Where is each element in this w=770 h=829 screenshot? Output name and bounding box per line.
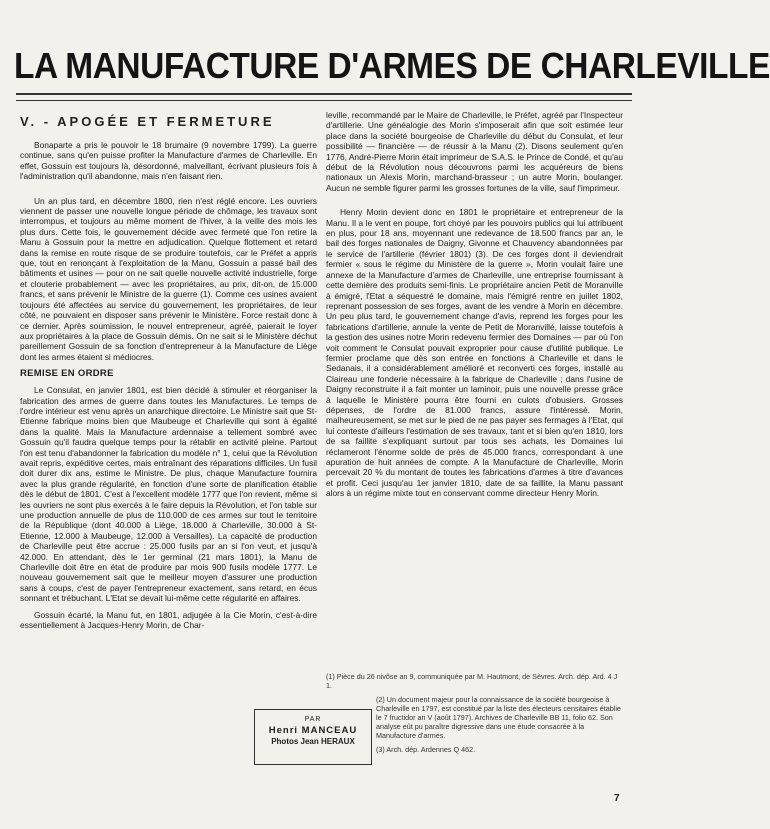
subheading: REMISE EN ORDRE [20,368,114,380]
credit-author: Henri MANCEAU [268,725,358,736]
footnote: (2) Un document majeur pour la connaissance de la société bourgeoise à Charleville en 1797, est constitué par la liste des électeurs censitaires établie le 7 fructidor an V (août 1797). Archives de Charleville BB 11, folio 62. Son analyse eût pu paraître digressive dans une étude consacrée à la Manufacture d'armes. [376,695,621,740]
paragraph: Un an plus tard, en décembre 1800, rien n'est réglé encore. Les ouvriers viennent de passer une nouvelle longue période de chômage, les travaux sont interrompus, et toujours au même moment de l'hiver, à la veille des mois les plus durs. Cette fois, le gouvernement décide avec fermeté que l'on retire la Manu à Gossuin pour la mettre en adjudication. Quelque flottement et retard dans la remise en route risque de se produire toutefois, car le Préfet a appris que, tout en renonçant à l'exploitation de la Manu, Gossuin a passé bail des bâtiments et usines — pour on ne sait quelle nouvelle activité industrielle, forge et clouterie probablement — avec les propriétaires, au prix, dit-on, de 15.000 francs, et sans prévenir le Ministre de la guerre (1). Comme ces usines avaient toujours été affectées au service du gouvernement, les propriétaires, de leur côté, ne pouvaient en disposer sans prévenir le Ministère. Force restait donc à ce dernier. Après soumission, le nouvel entrepreneur, agréé, paierait le loyer aux propriétaires à la place de Gossuin démis. On ne sait si le Ministère déchut pareillement Gossuin de sa fonction d'entrepreneur à la Manufacture de Liège dont les armes étaient si médiocres. [20,195,317,362]
paragraph: leville, recommandé par le Maire de Charleville, le Préfet, agréé par l'Inspecteur d'artillerie. Une généalogie des Morin s'imposerait afin que soit estimée leur place dans la société bourgeoise de Charleville du début du Consulat, et leur possibilité — financière — de réussir à la Manu (2). Disons seulement qu'en 1776, André-Pierre Morin était imprimeur de S.A.S. le Prince de Condé, et qu'au début de la Révolution nous découvrons parmi les acquéreurs de biens nationaux un Alexis Morin, marchand-brasseur ; un autre Morin, boulanger. Aucun ne semble figurer parmi les grosses fortunes de la ville, sauf l'imprimeur. [326,110,623,193]
paragraph: Gossuin écarté, la Manu fut, en 1801, adjugée à la Cie Morin, c'est-à-dire essentiellement à Jacques-Henry Morin, de Char- [20,609,317,631]
credit-photos: Photos Jean HERAUX [271,737,355,746]
credit-par: PAR [304,716,322,723]
spacer [326,199,623,207]
footnotes [326,672,623,759]
paragraph: Bonaparte a pris le pouvoir le 18 brumaire (9 novembre 1799). La guerre continue, sans qu'en puisse profiter la Manufacture d'armes de Charleville. En effet, Gossuin est toujours là, désordonné, malveillant, écrivant plusieurs fois à l'administration qu'il abandonne, mais n'en faisant rien. [20,140,317,182]
footnote: (1) Pièce du 26 nivôse an 9, communiquée par M. Hautmont, de Sèvres. Arch. dép. Ard. 4 J 1. [326,672,618,690]
section-title: V. - APOGÉE ET FERMETURE [20,114,275,129]
page-title: LA MANUFACTURE D'ARMES DE CHARLEVILLE [14,45,770,86]
paragraph: Le Consulat, en janvier 1801, est bien décidé à stimuler et réorganiser la fabrication des armes de guerre dans toutes les Manufactures. Le temps de l'ordre intérieur est venu après un anarchique directoire. Le Ministre sait que St-Etienne fabrique moins bien que Maubeuge et Charleville qui sont à égalité dans la qualité. Mais la Manufacture ardennaise a tellement sombré avec Gossuin qu'il faudra quelque temps pour la rétablir en activité pleine. Partout l'on est tenu d'abandonner la fabrication du modèle n° 1, celui que la Révolution avait repris, expéditive certes, mais entraînant des réparations difficiles. Un fusil doit durer dix ans, estime le Ministre. De plus, chaque Manufacture fournira avec la plus grande régularité, en fonction d'une sorte de planification établie dès le début de 1801. C'est à l'excellent modèle 1777 que l'on revient, même si les ouvriers ne sont plus exercés à le faire depuis la Révolution, et l'on table sur une production annuelle de plus de 110.000 de ces armes sur tout le territoire de la République (dont 40.000 à Liège, 18.000 à Charleville, 30.000 à St- Etienne, 12.000 à Maubeuge, 12.000 à Versailles). La capacité de production de Charleville peut être accrue : 25.000 fusils par an si l'on veut, et jusqu'à 42.000. En attendant, dès le 1er germinal (21 mars 1801), la Manu de Charleville doit être en état de produire par mois 900 fusils modèle 1777. Le nouveau gouvernement sait que le meilleur moyen d'assurer une production sans à coups, c'est de payer l'entrepreneur exactement, sans retard, en écus sonnant et trébuchant. L'Etat se devait lui-même cette régularité en affaires. [20,385,317,604]
left-column [20,110,317,636]
right-column [326,110,623,505]
page-number: 7 [614,793,620,804]
footnote: (3) Arch. dép. Ardennes Q 462. [376,745,476,754]
spacer [20,188,317,196]
title-rule-top [16,93,632,95]
title-rule-bottom [16,100,632,101]
paragraph: Henry Morin devient donc en 1801 le propriétaire et entrepreneur de la Manu. Il a le vent en poupe, fort choyé par les pouvoirs publics qui lui attribuent en plus, pour 18 ans, moyennant une redevance de 18.500 francs par an, le bail des forges nationales de Daigny, Givonne et Chauvency abandonnées par le service de l'artillerie (février 1801) (3). De ces forges dont il deviendrait fermier « sous le régime du Ministère de la guerre », Morin voulait faire une annexe de la Manufacture d'armes de Charleville, une entreprise fournissant à cette dernière des produits semi-finis. Le propriétaire ancien Petit de Moranville à émigré, l'Etat a séquestré le domaine, mais l'émigré rentre en juillet 1802, reprenant possession de ses forges, avant de les vendre à Morin en décembre. Un peu plus tard, le gouvernement change d'avis, reprend les forges pour les fabrications d'artillerie, annule la vente de Petit de Moranvillé, laisse toutefois à la gestion des usines notre Morin redevenu fermier des Domaines — par où l'on voit comment le Consulat pouvait exproprier pour cause d'utilité publique. Le fermier proclame que dès son entrée en fonctions à Charleville et dans le Sedanais, il a considérablement amélioré et reconverti ces forges, installé au Claireau une fonderie nécessaire à la fabrique de Charleville ; dans l'usine de Daigny reconstruite il a fait monter un laminoir, puis une nouvelle presse grâce à laquelle le Ministère pourra être fourni en culots d'obusiers. Grosses dépenses, de l'ordre de 81.000 francs, assure l'intéressé. Morin, malheureusement, se met sur le pied de ne pas payer ses fermages à l'Etat, qui lui conteste d'ailleurs l'estimation de ses travaux, tant et si bien qu'en 1810, lors de sa faillite s'expliquant surtout par tous ses achats, les Domaines lui réclameront l'énorme solde de près de 45.000 francs, correspondant à une apuration de huit années de compte. A la Manufacture de Charleville, Morin percevait 20 % du montant de toutes les fabrications d'armes à titre d'avances et profit. Ceci jusqu'au 1er janvier 1810, date de sa faillite, la Manu passant alors à un régime mixte tout en conservant comme directeur Henry Morin. [326,207,623,499]
